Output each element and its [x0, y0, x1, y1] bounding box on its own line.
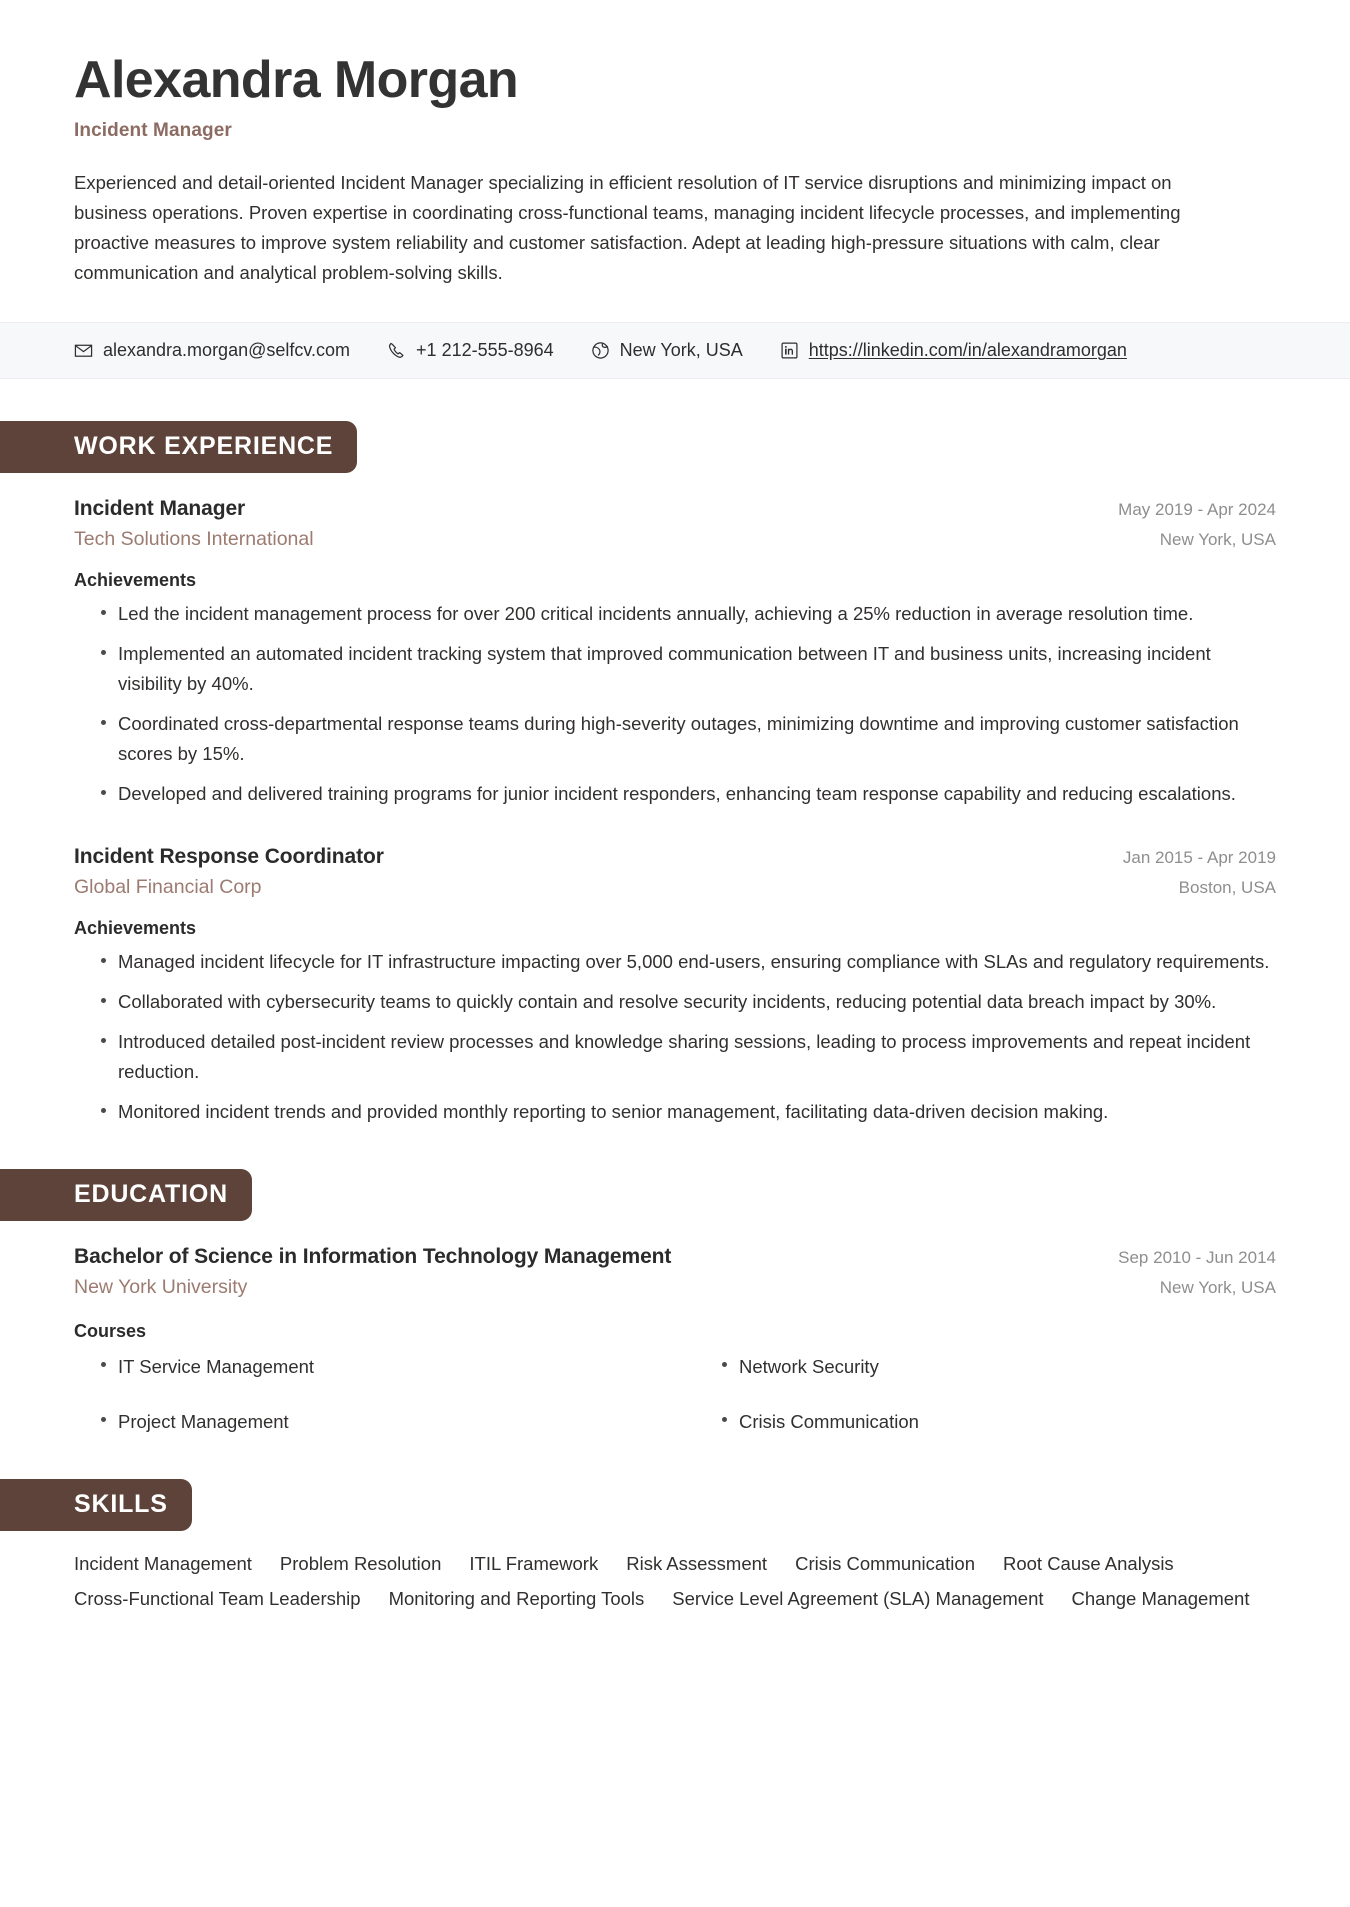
skill-tag: Service Level Agreement (SLA) Management — [672, 1587, 1044, 1609]
education-entry — [74, 1245, 1276, 1437]
globe-icon — [591, 341, 610, 360]
skills-body — [0, 1553, 1350, 1610]
education-body — [0, 1245, 1350, 1437]
work-entry-header — [74, 497, 1276, 521]
list-item: Coordinated cross-departmental response teams during high-severity outages, minimizing downtime and improving customer satisfaction scores by 15%. — [74, 709, 1276, 769]
contact-linkedin-link[interactable]: https://linkedin.com/in/alexandramorgan — [808, 340, 1127, 361]
achievements-label: Achievements — [74, 917, 197, 938]
list-item: Introduced detailed post-incident review processes and knowledge sharing sessions, leading to process improvements and repeat incident reduction. — [74, 1027, 1276, 1087]
work-entry — [74, 497, 1276, 809]
achievements-label: Achievements — [74, 570, 197, 591]
achievements-list — [74, 599, 1276, 809]
list-item: Crisis Communication — [695, 1407, 1276, 1437]
contact-location-text: New York, USA — [619, 340, 743, 361]
work-entry-subheader — [74, 876, 1276, 899]
education-entry-date: Sep 2010 - Jun 2014 — [1118, 1247, 1276, 1267]
list-item: Led the incident management process for over 200 critical incidents annually, achieving a 25% reduction in average resolution time. — [74, 599, 1276, 629]
work-entry-location: New York, USA — [1159, 530, 1276, 550]
list-item: Developed and delivered training programs for junior incident responders, enhancing team response capability and reducing escalations. — [74, 779, 1276, 809]
section-badge-education: EDUCATION — [0, 1169, 252, 1221]
list-item: Project Management — [74, 1407, 655, 1437]
section-education — [0, 1169, 1350, 1437]
skill-tag: Cross-Functional Team Leadership — [74, 1587, 361, 1609]
work-entry-organization: Global Financial Corp — [74, 875, 262, 898]
education-entry-header — [74, 1245, 1276, 1269]
work-entry — [74, 845, 1276, 1127]
page-title: Alexandra Morgan — [74, 51, 519, 109]
contact-phone-text: +1 212-555-8964 — [416, 340, 554, 361]
skill-tag: Risk Assessment — [626, 1552, 768, 1574]
contact-item-linkedin[interactable] — [780, 340, 1127, 361]
section-work-experience — [0, 421, 1350, 1127]
job-role-subtitle: Incident Manager — [74, 120, 232, 142]
skill-tag: Incident Management — [74, 1552, 252, 1574]
work-entry-header — [74, 845, 1276, 869]
work-entry-subheader — [74, 528, 1276, 551]
phone-icon — [387, 341, 406, 360]
courses-grid — [74, 1352, 1276, 1437]
section-skills — [0, 1479, 1350, 1610]
list-item: IT Service Management — [74, 1352, 655, 1382]
skill-tag: Problem Resolution — [279, 1552, 442, 1574]
professional-summary: Experienced and detail-oriented Incident Manager specializing in efficient resolution of IT service disruptions and minimizing impact on business operations. Proven expertise in coordinating cross-functional teams, managing incident lifecycle processes, and implementing proactive measures to improve system reliability and customer satisfaction. Adept at leading high-pressure situations with calm, clear communication and analytical problem-solving skills. — [74, 172, 1181, 284]
work-entry-organization: Tech Solutions International — [74, 528, 314, 551]
courses-label: Courses — [74, 1320, 147, 1341]
page-bottom-spacer — [0, 1610, 1350, 1650]
linkedin-icon — [780, 341, 799, 360]
list-item: Managed incident lifecycle for IT infrastructure impacting over 5,000 end-users, ensuring compliance with SLAs and regulatory requirements. — [74, 947, 1276, 977]
achievements-list — [74, 947, 1276, 1127]
work-entry-title: Incident Response Coordinator — [74, 844, 384, 868]
contact-email-text: alexandra.morgan@selfcv.com — [103, 340, 351, 361]
skill-tag: Crisis Communication — [795, 1552, 975, 1574]
contact-item-email[interactable] — [74, 340, 350, 361]
list-item: Implemented an automated incident tracking system that improved communication between IT and business units, increasing incident visibility by 40%. — [74, 639, 1276, 699]
skills-list — [74, 1553, 1274, 1610]
skill-tag: ITIL Framework — [469, 1552, 599, 1574]
work-entry-title: Incident Manager — [74, 497, 246, 521]
section-badge-skills: SKILLS — [0, 1479, 192, 1531]
contact-bar — [0, 322, 1350, 379]
work-entry-date: Jan 2015 - Apr 2019 — [1122, 847, 1276, 867]
work-entry-date: May 2019 - Apr 2024 — [1118, 500, 1276, 520]
education-entry-title: Bachelor of Science in Information Technology Management — [74, 1244, 672, 1268]
contact-item-phone[interactable] — [387, 340, 554, 361]
skill-tag: Change Management — [1071, 1587, 1250, 1609]
list-item: Monitored incident trends and provided monthly reporting to senior management, facilitating data-driven decision making. — [74, 1097, 1276, 1127]
work-entry-location: Boston, USA — [1178, 877, 1276, 897]
section-badge-work-experience: WORK EXPERIENCE — [0, 421, 357, 473]
contact-item-location[interactable] — [591, 340, 743, 361]
skill-tag: Monitoring and Reporting Tools — [388, 1587, 645, 1609]
skill-tag: Root Cause Analysis — [1002, 1552, 1174, 1574]
list-item: Network Security — [695, 1352, 1276, 1382]
education-entry-location: New York, USA — [1159, 1277, 1276, 1297]
resume-header — [0, 0, 1350, 288]
education-entry-subheader — [74, 1276, 1276, 1299]
envelope-icon — [74, 341, 93, 360]
work-experience-body — [0, 497, 1350, 1127]
list-item: Collaborated with cybersecurity teams to quickly contain and resolve security incidents, reducing potential data breach impact by 30%. — [74, 987, 1276, 1017]
education-entry-organization: New York University — [74, 1275, 248, 1298]
